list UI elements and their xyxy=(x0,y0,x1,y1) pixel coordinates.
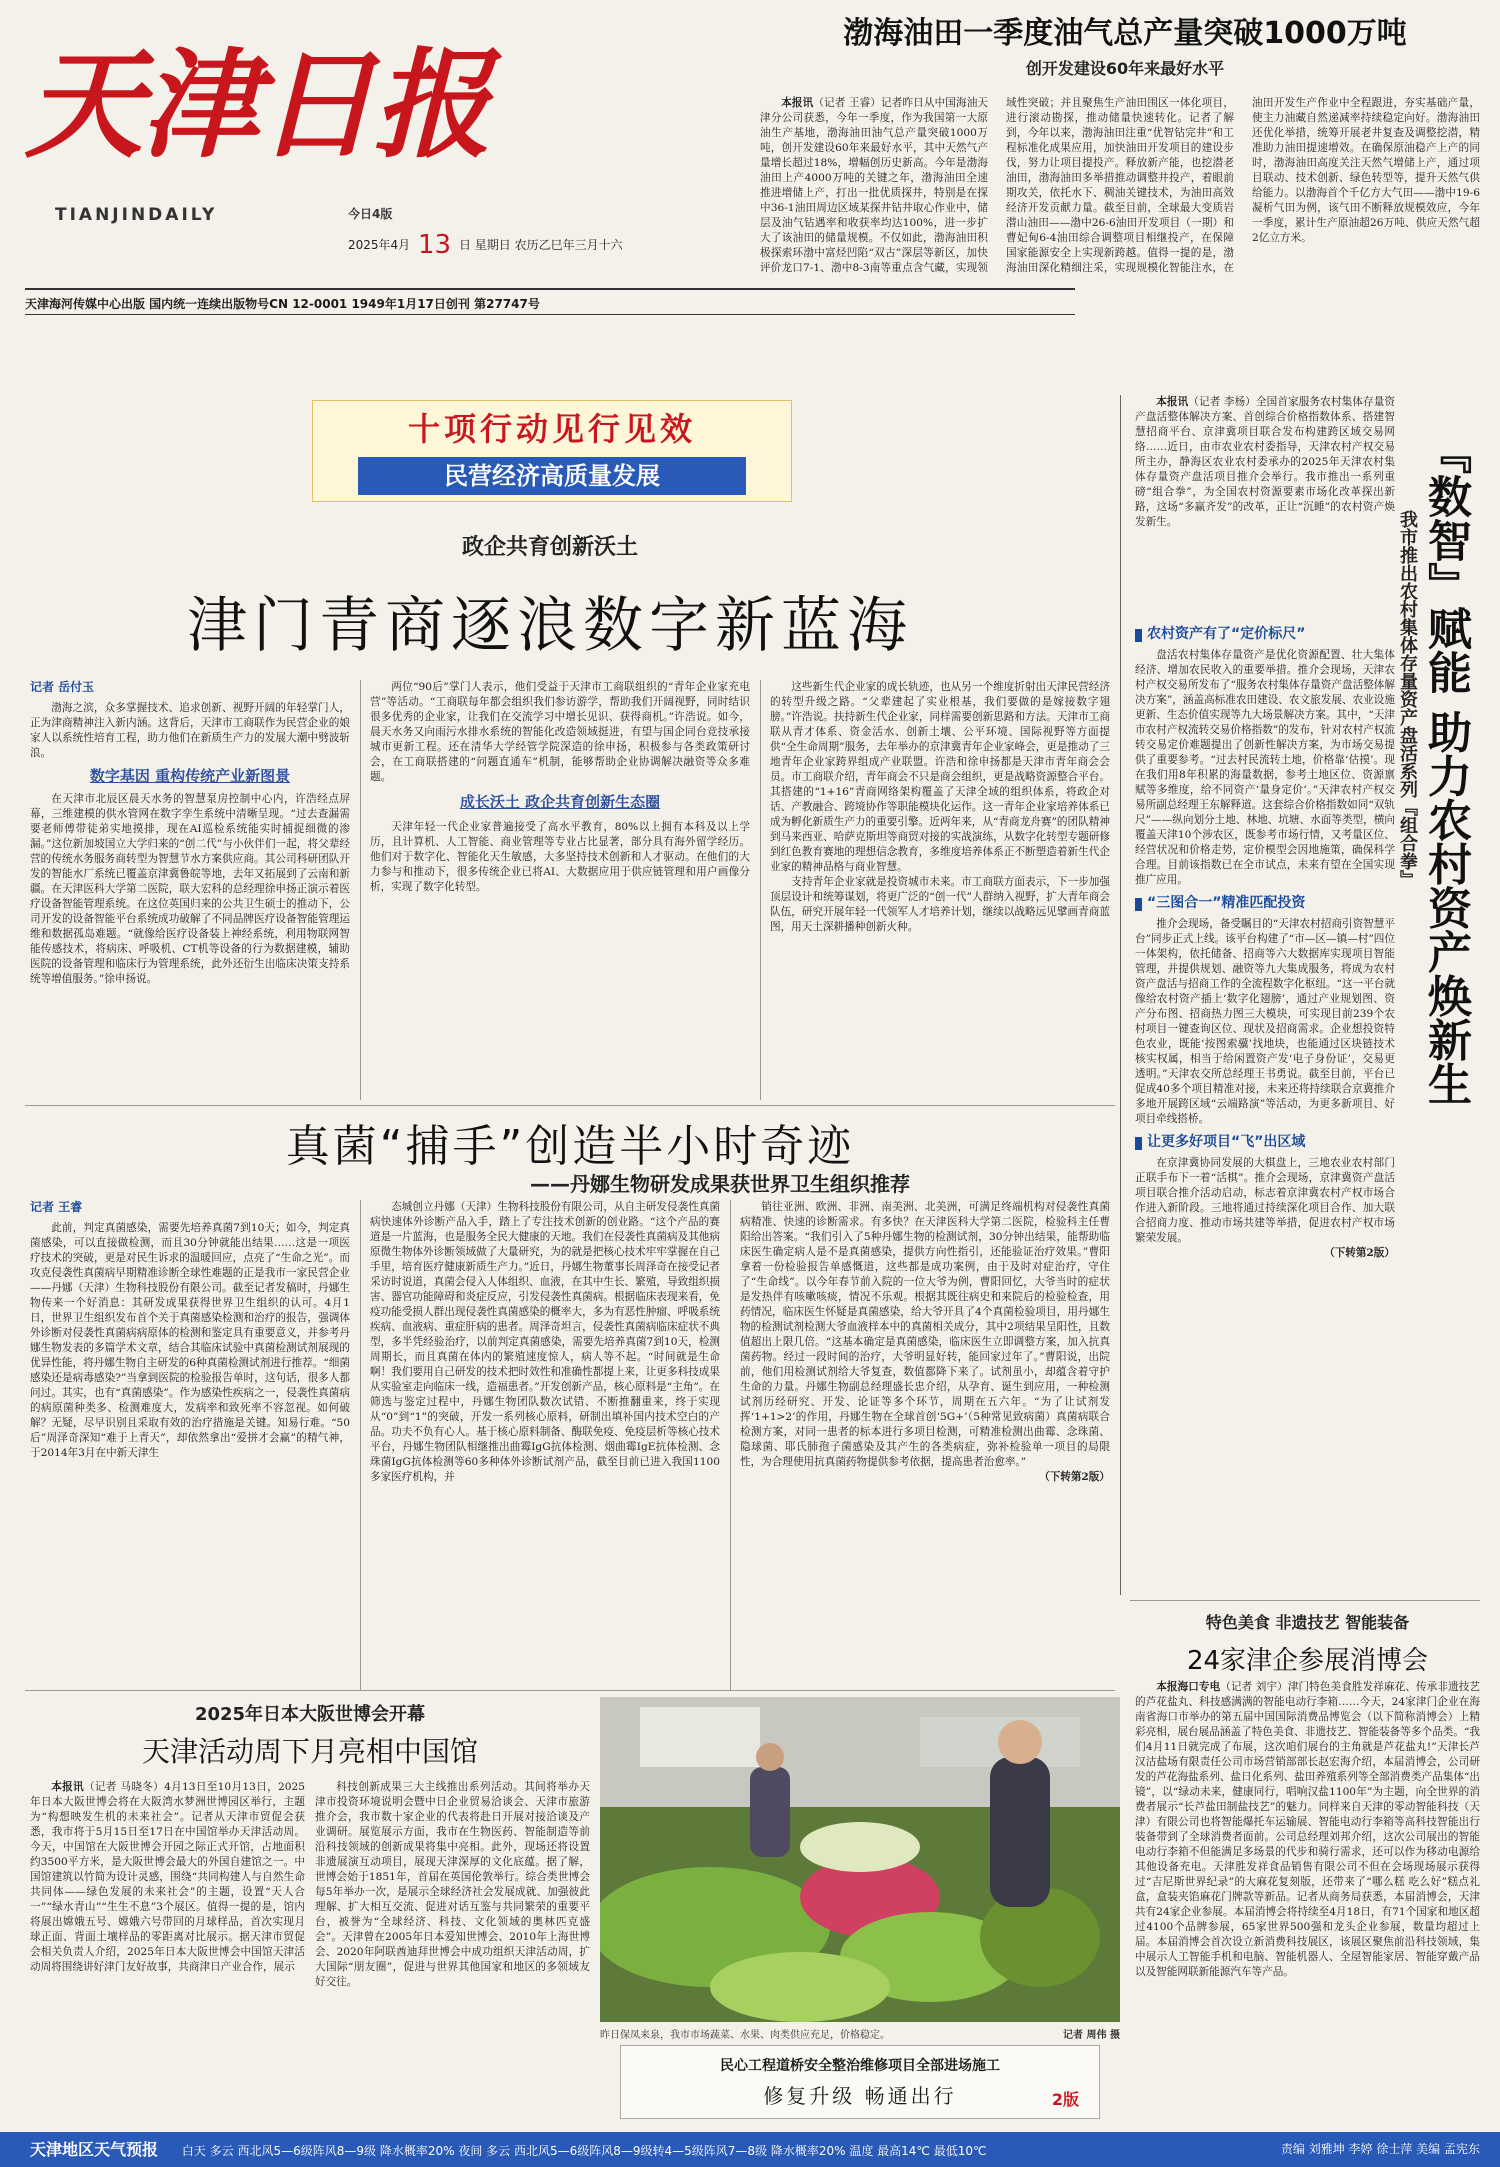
top-story-subhead: 创开发建设60年来最好水平 xyxy=(1025,59,1225,78)
side-body xyxy=(1135,625,1395,1585)
date-day: 13 xyxy=(418,230,452,260)
editors: 责编 刘雅坤 李婷 徐士萍 美编 孟宪东 xyxy=(1280,2142,1480,2156)
photo-caption-row xyxy=(600,2026,1120,2041)
side-intro: 本报讯（记者 李杨）全国首家服务农村集体存量资产盘活整体解决方案、首创综合价格指数体系、搭建智慧招商平台、京津冀项目联合发布构建跨区域交易网络……近日，由市农业农村委指导，天津农村产权交易所主办，静海区农业农村委承办的2025年天津农村集体存量资产盘活项目推介会举行。我市推出一系列重磅“组合拳”，为全国农村资源要素市场化改革探出新路，这场“多赢齐发”的改革，正让“沉睡”的农村资产焕发新生。 xyxy=(1135,396,1395,528)
top-story-text: （记者 王睿）记者昨日从中国海油天津分公司获悉，今年一季度，作为我国第一大原油生产基地，渤海油田油气总产量突破1000万吨，创开发建设60年来最好水平，其中天然气产量增长超过18%，增幅创历史新高。今年是渤海油田上产4000万吨的关键之年，渤海油田全速推进增储上产，打出一批优质探井，特别是在探中36-1油田周边区域某探井钻井取心作业中，储层及油气钻遇率和收获率均达100%，进一步扩大了该油田的储量规模。不仅如此，渤海油田积极探索环渤中富烃凹陷“双古”深层等新区，加快评价龙口7-1、渤中8-3南等重点含气藏，实现领域性突破；并且聚焦生产油田围区一体化项目，进行滚动勘探，推动储量快速转化。记者了解到，今年以来，渤海油田注重“优智钻完井”和工程标准化成果应用，加快油田开发项目的建设步伐，努力让项目提投产。释放新产能，也挖潜老油田，渤海油田多举措推动调整井投产，着眼前期攻关，依托水下、稠油关键技术，为油田高效经济开发贡献力量。截至目前，全球最大变质岩潜山油田——渤中26-6油田开发项目（一期）和曹妃甸6-4油田综合调整项目相继投产，在保障国家能源安全上实现新跨越。值得一提的是，渤海油田深化精细注采，实现规模化智能注水，在油田开发生产作业中全程跟进，夯实基础产量，使主力油藏自然递减率持续稳定向好。渤海油田还优化举措，统筹开展老井复查及调整挖潜，精准助力油田提速增效。在确保原油稳产上产的同时，渤海油田高度关注天然气增储上产，通过项目联动、技术创新、绿色转型等，提升天然气供给能力。以渤海首个千亿方大气田——渤中19-6凝析气田为例，该气田不断释放规模效应，今年一季度，累计生产原油超26万吨、供应天然气超2亿立方米。 xyxy=(760,97,1480,274)
date-pre: 2025年4月 xyxy=(348,238,411,252)
story-d-col2 xyxy=(315,1780,590,2120)
weather-forecast: 白天 多云 西北风5—6级阵风8—9级 降水概率20% 夜间 多云 西北风5—6级阵风8—9级转4—5级阵风7—8级 降水概率20% 温度 最高14℃ 最低10℃ xyxy=(181,2144,987,2158)
promo-box[interactable] xyxy=(620,2045,1100,2119)
story-a-col3b-text: 支持青年企业家就是投资城市未来。市工商联方面表示，下一步加强顶层设计和统筹谋划，将更广泛的“创一代”人群纳入视野，扩大青年商会队伍，研究开展年轻一代领军人才培养计划，继续以战略远见擘画青商蓝图，用天土深耕播种创新火种。 xyxy=(770,876,1110,933)
side-subhead: 我市推出农村集体存量资产盘活系列『组合拳』 xyxy=(1397,510,1418,888)
story-b-col3 xyxy=(740,1200,1110,1690)
story-a-sub1: 数字基因 重构传统产业新图景 xyxy=(89,767,291,785)
story-c-kicker: 特色美食 非遗技艺 智能装备 xyxy=(1205,1613,1410,1632)
masthead-divider-2 xyxy=(25,314,1075,315)
side-s2-text: 推介会现场，备受瞩目的“天津农村招商引资智慧平台”同步正式上线。该平台构建了“市—区—镇—村”四位一体架构，依托储备、招商等六大数据库实现项目智能管理，并提供规划、融资等九大集成服务，将成为农村资产盘活与招商工作的全流程数字化枢纽。“这一平台就像给农村资产插上‘数字化翅膀’，通过产业规划图、资产分布图、招商热力图三大模块，可实现目前239个农村项目一键查询区位、现状及招商需求。企业想投资特色农业，既能‘按图索骥’找地块，也能通过区块链技术核实权属，相当于给闲置资产发‘电子身份证’，交易更透明。”天津农交所总经理王书勇说。截至目前，平台已促成40多个项目精准对接，未来还将持续联合京冀推介多地开展跨区域“云端路演”等活动，为更多新项目、好项目牵线搭桥。 xyxy=(1135,918,1395,1125)
masthead-pinyin: TIANJINDAILY xyxy=(55,205,218,225)
story-c-text: （记者 刘宇）津门特色美食胜发祥麻花、传承非遗技艺的芦花盐丸、科技感满满的智能电动行李箱……今天，24家津门企业在海南省海口市举办的第五届中国国际消费品博览会（以下简称消博会）上精彩亮相，展台展品涵盖了特色美食、非遗技艺、智能装备等多个品类。“我们4月11日就完成了布展，这次咱们展台的主角就是芦花盐丸!”天津长芦汉沽盐场有限责任公司市场营销部部长赵宏海介绍，本届消博会，公司研发的芦花海盐系列、盐日化系列、盐田养殖系列等全部消费类产品集体“出镜”，以“绿动未来，健康同行，唱响汉盐1100年”为主题，向全世界的消费者展示“长芦盐田制盐技艺”的魅力。同样来自天津的零动智能科技（天津）有限公司也将智能爆托车运输展、智能电动行李箱等高科技智能出行装备带到了全球消费者面前。公司总经理刘邦介绍，这次公司展出的智能电动行李箱不但能满足多场景的代步和骑行需求，还可以作为移动电源给其他设备充电。天津胜发祥食品销售有限公司不但在会场现场展示获得过“吉尼斯世界纪录”的大麻花复刻版，还带来了“哪么糕 吃么好”糕点礼盒，盒装夹馅麻花门牌款等新品。记者从商务局获悉，本届消博会，天津共有24家企业参展。本届消博会将持续至4月18日，有71个国家和地区超过4100个品牌参展，65家世界500强和龙头企业参展，数量均超过上届。本届消博会首次设立新消费科技展区，该展区聚焦前沿科技领域，集中展示人工智能手机和电脑、智能机器人、全屋智能家居、智能穿戴产品以及智能网联新能源汽车等产品。 xyxy=(1135,1681,1480,1978)
side-continue[interactable]: （下转第2版） xyxy=(1324,1247,1395,1259)
weather-footer xyxy=(0,2132,1500,2167)
masthead-title: 天津日报 xyxy=(25,35,490,174)
story-b-continue[interactable]: （下转第2版） xyxy=(1039,1471,1110,1483)
story-a-col1-text: 渤海之滨，众多掌握技术、追求创新、视野开阔的年轻掌门人，正为津商精神注入新内涵。这背后，天津市工商联作为民营企业的娘家人以系统性培育工程，助力他们在新质生产力的发展大潮中劈波斩浪。 xyxy=(30,702,350,759)
photo-caption: 昨日保凤来泉，我市市场蔬菜、水果、肉类供应充足，价格稳定。 xyxy=(600,2030,890,2041)
story-d-kicker: 2025年日本大阪世博会开幕 xyxy=(194,1704,426,1725)
story-d-rule xyxy=(25,1690,1115,1691)
weather-label: 天津地区天气预报 xyxy=(30,2140,159,2159)
market-photo-image xyxy=(600,1697,1120,2022)
side-sec1: 农村资产有了“定价标尺” xyxy=(1135,627,1395,642)
story-a-sub2: 成长沃土 政企共育创新生态圈 xyxy=(459,793,661,811)
rule xyxy=(730,1200,731,1690)
story-a-col1 xyxy=(30,680,350,1100)
story-c-rule xyxy=(1130,1600,1480,1601)
rule xyxy=(360,1200,361,1690)
story-a-col3-text: 这些新生代企业家的成长轨迹，也从另一个维度折射出天津民营经济的转型升级之路。“父辈建起了实业根基，我们要做的是嫁接数字翅膀。”许浩说。扶持新生代企业家，同样需要创新思路和方法。天津市工商联从青才体系、资金活水、创新土壤、公平环境、国际视野等方面提供“全生命周期”服务，去年举办的京津冀青年企业家峰会，更是推动了三地青年企业家跨界组成产业联盟。许浩和徐申扬都是天津市青年商会会员。市工商联介绍，青年商会不只是商会组织，更是战略资源整合平台。其搭建的“1+16”青商网络架构覆盖了天津全域的组织体系，将政企对话、产教融合、跨境协作等职能模块化运作。这一青年企业家培养体系已成为孵化新质生产力的重要引擎。近两年来，从“青商龙舟赛”的团队精神到马来西亚、哈萨克斯坦等商贸对接的实战演练，从数字化转型专题研修到红色教育赛地的理想信念教育，多维度培养体系正不断塑造着新生代企业家的精神品格与商业智慧。 xyxy=(770,681,1110,873)
story-a-kicker: 政企共育创新沃土 xyxy=(461,535,638,560)
story-a-headline: 津门青商逐浪数字新蓝海 xyxy=(187,591,913,661)
market-photo xyxy=(600,1697,1120,2022)
story-b-byline: 记者 王睿 xyxy=(30,1200,83,1214)
story-a-col2 xyxy=(370,680,750,1100)
story-b-col1 xyxy=(30,1200,350,1690)
rule xyxy=(360,680,361,1100)
story-a-byline: 记者 岳付玉 xyxy=(30,680,95,694)
story-b-subhead: ——丹娜生物研发成果获世界卫生组织推荐 xyxy=(530,1172,910,1196)
story-c-body: 本报海口专电（记者 刘宇）津门特色美食胜发祥麻花、传承非遗技艺的芦花盐丸、科技感满满的智能电动行李箱……今天，24家津门企业在海南省海口市举办的第五届中国国际消费品博览会（以下简称消博会）上精彩亮相，展台展品涵盖了特色美食、非遗技艺、智能装备等多个品类。“我们4月11日就完成了布展，这次咱们展台的主角就是芦花盐丸!”天津长芦汉沽盐场有限责任公司市场营销部部长赵宏海介绍，本届消博会，公司研发的芦花海盐系列、盐日化系列、盐田养殖系列等全部消费类产品集体“出镜”，以“绿动未来，健康同行，唱响汉盐1100年”为主题，向全世界的消费者展示“长芦盐田制盐技艺”的魅力。同样来自天津的零动智能科技（天津）有限公司也将智能爆托车运输展、智能电动行李箱等高科技智能出行装备带到了全球消费者面前。公司总经理刘邦介绍，这次公司展出的智能电动行李箱不但能满足多场景的代步和骑行需求，还可以作为移动电源给其他设备充电。天津胜发祥食品销售有限公司不但在会场现场展示获得过“吉尼斯世界纪录”的大麻花复刻版，还带来了“哪么糕 吃么好”糕点礼盒，盒装夹馅麻花门牌款等新品。记者从商务局获悉，本届消博会，天津共有24家企业参展。本届消博会将持续至4月18日，有71个国家和地区超过4100个品牌参展，65家世界500强和龙头企业参展，数量均超过上届。本届消博会首次设立新消费科技展区，该展区聚焦前沿科技领域，集中展示人工智能手机和电脑、智能机器人、全屋智能家居、智能穿戴产品以及智能网联新能源汽车等产品。 xyxy=(1135,1681,1480,1978)
date-post: 日 星期日 农历乙巳年三月十六 xyxy=(458,238,623,252)
side-sec3: 让更多好项目“飞”出区域 xyxy=(1135,1135,1395,1150)
story-d-col2-text: 科技创新成果三大主线推出系列活动。其间将举办天津市投资环境说明会暨中日企业贸易洽谈会、天津市旅游推介会，我市数十家企业的代表将赴日开展对接洽谈及产业调研。展览展示方面，我市在生物医药、智能制造等前沿科技领域的创新成果将集中亮相。此外，现场还将设置非遗展演互动项目，展现天津深厚的文化底蕴。据了解，世博会始于1851年，首届在英国伦敦举行。综合类世博会每5年举办一次，是展示全球经济社会发展成就、加强彼此理解、扩大相互交流、促进对话互鉴与共同繁荣的重要平台，被誉为“全球经济、科技、文化领域的奥林匹克盛会”。天津曾在2005年日本爱知世博会、2010年上海世博会、2020年阿联酋迪拜世博会中成功组织天津活动周，扩大国际“朋友圈”，促进与世界其他国家和地区的多领域友好交往。 xyxy=(315,1781,590,1988)
special-banner xyxy=(312,400,792,502)
story-a-col2b-text: 天津年轻一代企业家普遍接受了高水平教育，80%以上拥有本科及以上学历，且计算机、人工智能、商业管理等专业占比显著，部分具有海外留学经历。他们对于数字化、智能化天生敏感，大多坚持技术创新和人才驱动。在他们的大力参与和推动下，很多传统企业已将AI、大数据应用于供应链管理和用户画像分析，实现了数字化转型。 xyxy=(370,821,750,893)
story-b-col2 xyxy=(370,1200,720,1690)
masthead xyxy=(25,20,745,270)
masthead-edition: 今日4版 xyxy=(348,207,393,221)
masthead-divider xyxy=(25,288,1075,290)
masthead-publisher: 天津海河传媒中心出版 国内统一连续出版物号CN 12-0001 1949年1月17日创刊 第27747号 xyxy=(25,297,540,311)
side-intro-text: （记者 李杨）全国首家服务农村集体存量资产盘活整体解决方案、首创综合价格指数体系、搭建智慧招商平台、京津冀项目联合发布构建跨区域交易网络……近日，由市农业农村委指导，天津农村产权交易所主办，静海区农业农村委承办的2025年天津农村集体存量资产盘活项目推介会举行。我市推出一系列重磅“组合拳”，为全国农村资源要素市场化改革探出新路，这场“多赢齐发”的改革，正让“沉睡”的农村资产焕发新生。 xyxy=(1135,396,1395,528)
side-sec2: “三图合一”精准匹配投资 xyxy=(1135,896,1395,911)
story-b-col3-text: 销往亚洲、欧洲、非洲、南美洲、北美洲，可满足终端机构对侵袭性真菌病精准、快速的诊断需求。有多快？在天津医科大学第二医院，检验科主任曹阳给出答案。“我们引入了5种丹娜生物的检测试剂，30分钟出结果，能帮助临床医生确定病人是不是真菌感染，提供方向性指引，还能验证治疗效果。”曹阳拿着一份检验报告单感慨道，这些都是成功案例，由于及时对症治疗，守住了“生命线”。以今年春节前入院的一位大爷为例，曹阳回忆，大爷当时的症状是发热伴有咳嗽咳痰，情况不乐观。根据其既往病史和来院后的检验检查，用药情况，临床医生怀疑是真菌感染，给大爷开具了4个真菌检验项目，用丹娜生物的检测试剂检测大爷血液样本中的真菌相关成分，其中2项结果呈阳性，且数值超出上限几倍。“这基本确定是真菌感染，临床医生立即调整方案，加入抗真菌药物。经过一段时间的治疗，大爷明显好转，能回家过年了。”曹阳说，出院前，他们用检测试剂给大爷复查，数值都降下来了。试剂虽小，却蕴含着守护生命的力量。丹娜生物副总经理盛长忠介绍，从孕育、诞生到应用，一种检测试剂历经研究、开发、论证等多个环节，周期在五六年。“为了让试剂发挥‘1+1>2’的作用，丹娜生物在全球首创‘5G+’（5种常见致病菌）真菌病联合检测方案，对同一患者的标本进行多项目检测，可精准检测出曲霉、念珠菌、隐球菌、耶氏肺孢子菌感染及其产生的各类病症，弥补检验单一项目的局限性，为合理使用抗真菌药物提供参考依据，提高患者治愈率。” xyxy=(740,1201,1110,1468)
side-headline: 『数智』赋能 助力农村资产焕新生 xyxy=(1420,430,1471,1106)
story-a-col1b-text: 在天津市北辰区晨天水务的智慧泵房控制中心内，许浩经点屏幕，三维建模的供水管网在数字孪生系统中清晰呈现。“过去查漏需要老师傅带徒弟实地摸排，现在AI巡检系统能实时捕捉细微的渗漏。”这位新加坡国立大学归来的“创二代”与小伙伴们一起，将父辈经营的传统水务服务商转型为智慧节水方案供应商。其公司科研团队开发的智能水厂系统已覆盖京津冀鲁皖等地，去年又拓展到了云南和新疆。在天津医科大学第二医院，联大宏科的总经理徐申扬正演示着医疗设备智能管理系统。在这位英国归来的公共卫生硕士的推动下，公司开发的设备智能平台系统成功破解了不同品牌医疗设备智能管理运维和数据孤岛难题。“就像给医疗设备装上神经系统，利用物联网智能传感技术，将病床、呼吸机、CT机等设备的行为数据建模，辅助医院的设备管理和临床行为管理系统，此外还衍生出临床决策支持系统等增值服务。”徐申扬说。 xyxy=(30,793,350,985)
story-b-col2-text: 态城创立丹娜（天津）生物科技股份有限公司，从自主研发侵袭性真菌病快速体外诊断产品入手，踏上了专注技术创新的创业路。“这个产品的赛道是一片蓝海，也是服务全民大健康的天地。我们在侵袭性真菌病及其他病原微生物体外诊断领域做了大量研究，为的就是把核心技术牢牢掌握在自己手里，培育医疗健康新质生产力。”近日，丹娜生物董事长周泽奇在接受记者采访时说道，真菌会侵入人体组织、血液，在其中生长、繁殖，导致组织损害、器官功能障碍和炎症反应，引发侵袭性真菌病。根据临床表现来看，免疫功能受损人群出现侵袭性真菌感染的概率大，多为有恶性肿瘤、呼吸系统疾病、血液病、重症肝病的患者。周泽奇坦言，侵袭性真菌病临床症状不典型，多半凭经验治疗，以前判定真菌感染，需要先培养真菌7到10天，检测周期长，而且真菌在体内的繁殖速度惊人，病人等不起。“时间就是生命啊！我们要用自己研发的技术把时效性和准确性都提上来，让更多科技成果从实验室走向临床一线，造福患者。”开发创新产品，核心原料是“主角”。在筛选与鉴定过程中，丹娜生物团队数次试错、不断推翻重来，终于实现从“0”到“1”的突破，开发一系列核心原料，研制出填补国内技术空白的产品。功夫不负有心人。基于核心原料制备、酶联免疫、免疫层析等核心技术平台，丹娜生物团队相继推出曲霉IgG抗体检测、烟曲霉IgE抗体检测、念珠菌IgG抗体检测等60多种体外诊断试剂产品，截至目前已进入我国1100多家医疗机构，并 xyxy=(370,1201,720,1483)
masthead-date xyxy=(348,230,623,260)
side-s1-text: 盘活农村集体存量资产是优化资源配置、壮大集体经济、增加农民收入的重要举措。推介会现场，天津农村产权交易所发布了“服务农村集体存量资产盘活整体解决方案”，涵盖高标准农田建设、农文旅发展、农业设施更新、生态价值实现等九大场景解决方案。其中，“天津市农村产权流转交易价格指数”的发布，针对农村产权流转交易定价难题提出了创新性解决方案，为市场交易提供了重要参考。“过去村民流转土地，价格靠‘估摸’。现在我们用8年积累的海量数据，参考土地区位、资源禀赋等多维度，给不同资产‘量身定价’。”天津农村产权交易所副总经理王东解释道。这套综合价格指数如同“双轨尺”——纵向划分土地、林地、坑塘、水面等类型，横向覆盖天津10个涉农区，既参考市场行情，又考量区位、经营状况和价格走势，定价模型会因地施策，确保科学合理。目前该指数已在全市试点，未来有望在全国实现推广应用。 xyxy=(1135,649,1395,886)
story-b-headline: 真菌“捕手”创造半小时奇迹 xyxy=(285,1121,855,1172)
side-s3-text: 在京津冀协同发展的大棋盘上，三地农业农村部门正联手布下一着“活棋”。推介会现场，京津冀资产盘活项目联合推介活动启动，标志着京津冀农村产权市场合作进入新阶段。三地将通过持续深化项目合作、加大联合招商力度、推动市场共建等举措，促进农村产权市场繁荣发展。 xyxy=(1135,1157,1395,1244)
rule xyxy=(760,680,761,1100)
banner-line2: 民营经济高质量发展 xyxy=(358,457,746,495)
top-story-body xyxy=(760,96,1480,282)
photo-credit: 记者 周伟 摄 xyxy=(1063,2030,1120,2041)
story-d-headline: 天津活动周下月亮相中国馆 xyxy=(141,1735,478,1768)
promo-title: 民心工程道桥安全整治维修项目全部进场施工 xyxy=(720,2058,1000,2074)
story-d-col1-text: （记者 马晓冬）4月13日至10月13日，2025年日本大阪世博会将在大阪湾水梦洲世博园区举行，主题为“构想映发生机的未来社会”。记者从天津市贸促会获悉，我市将于5月15日至17日在中国馆举办天津活动周。今天，中国馆在大阪世博会开园之际正式开馆，占地面积约3500平方米，是大阪世博会最大的外国自建馆之一。中国馆建筑以竹简为设计灵感，围绕“共同构建人与自然生命共同体——绿色发展的未来社会”的主题，设置“天人合一”“绿水青山”“生生不息”3个展区。值得一提的是，馆内将展出嫦娥五号、嫦娥六号带回的月球样品，首次实现月球正面、背面土壤样品的零距离对比展示。据天津市贸促会相关负责人介绍，2025年日本大阪世博会中国馆天津活动周将围绕讲好津门友好故事，共商津日产业合作，展示 xyxy=(30,1781,305,1973)
story-d-col1: 本报讯（记者 马晓冬）4月13日至10月13日，2025年日本大阪世博会将在大阪湾水梦洲世博园区举行，主题为“构想映发生机的未来社会”。记者从天津市贸促会获悉，我市将于5月15日至17日在中国馆举办天津活动周。今天，中国馆在大阪世博会开园之际正式开馆，占地面积约3500平方米，是大阪世博会最大的外国自建馆之一。中国馆建筑以竹简为设计灵感，围绕“共同构建人与自然生命共同体——绿色发展的未来社会”的主题，设置“天人合一”“绿水青山”“生生不息”3个展区。值得一提的是，馆内将展出嫦娥五号、嫦娥六号带回的月球样品，首次实现月球正面、背面土壤样品的零距离对比展示。据天津市贸促会相关负责人介绍，2025年日本大阪世博会中国馆天津活动周将围绕讲好津门友好故事，共商津日产业合作，展示 xyxy=(30,1781,305,1973)
rule xyxy=(1120,395,1121,1595)
story-b-col1-text: 此前，判定真菌感染，需要先培养真菌7到10天；如今，判定真菌感染，可以直接做检测，而且30分钟就能出结果……这是一项医疗技术的突破，更是对民生诉求的温暖回应，点亮了“生命之光”。而攻克侵袭性真菌病早期精准诊断全球性难题的正是我市一家民营企业——丹娜（天津）生物科技股份有限公司。截至记者发稿时，丹娜生物传来一个好消息：其研发成果获得世界卫生组织的认可。4月1日，世界卫生组织发布首个关于真菌感染检测和治疗的报告，强调体外诊断对侵袭性真菌病病原体的检测和鉴定具有重要意义，并参考丹娜生物发表的多篇学术文章，结合其临床试验中真菌检测试剂展现的优异性能，将丹娜生物自主研发的6种真菌检测试剂进行推荐。“细菌感染还是病毒感染?”当拿到医院的检验报告单时，这句话，很多人都问过。其实，也有“真菌感染”。作为感染性疾病之一，侵袭性真菌病的病原菌种类多、检测难度大，发病率和致死率不容忽视。如何破解？无疑，尽早识别且采取有效的治疗措施是关键。知易行难。“50后”周泽奇深知“难于上青天”，却依然拿出“爱拼才会赢”的精气神，于2014年3月在中新天津生 xyxy=(30,1222,350,1459)
story-a-col3 xyxy=(770,680,1110,1100)
story-b-rule xyxy=(25,1105,1115,1106)
top-story-lead: 本报讯 xyxy=(781,97,814,109)
story-a-col2-text: 两位“90后”掌门人表示，他们受益于天津市工商联组织的“青年企业家充电营”等活动。“工商联每年都会组织我们参访游学，帮助我们开阔视野，同时结识很多优秀的企业家，让我们在交流学习中增长见识、获得商机。”许浩说。如今，晨天水务又向雨污水排水系统的智能化改造领域挺进，有望与国企同台竞技承接城市更新工程。还在清华大学经管学院深造的徐申扬，积极参与各类政策研讨会，在工商联搭建的“问题直通车”机制，能够帮助企业协调解决融资等众多难题。 xyxy=(370,681,750,783)
promo-subtitle: 修复升级 畅通出行 xyxy=(763,2084,957,2108)
top-story-headline: 渤海油田一季度油气总产量突破1000万吨 xyxy=(843,16,1407,51)
banner-line1: 十项行动见行见效 xyxy=(407,410,696,448)
story-c-headline: 24家津企参展消博会 xyxy=(1186,1646,1429,1676)
promo-page: 2版 xyxy=(1051,2090,1079,2109)
